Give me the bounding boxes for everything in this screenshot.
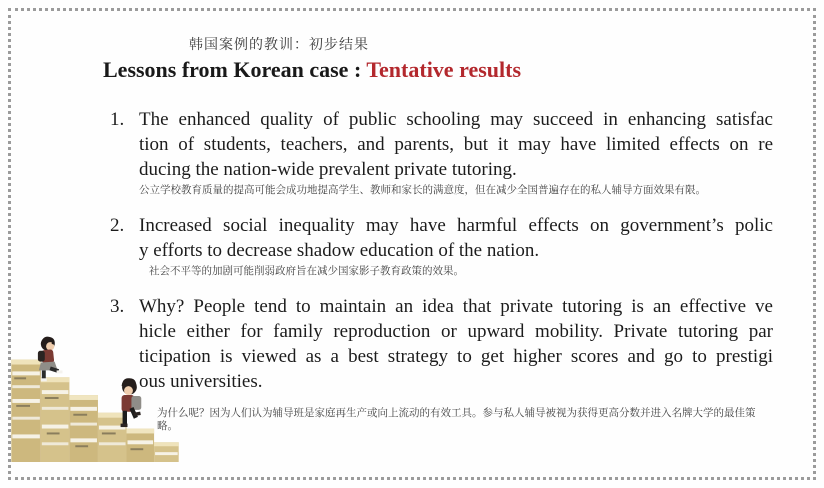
list-item-number: 2. bbox=[110, 215, 125, 236]
list-item-line: Increased social inequality may have harmful effects on government’s polic bbox=[139, 215, 773, 236]
list-item-body bbox=[139, 213, 773, 278]
list-item-line: The enhanced quality of public schooling may succeed in enhancing satisfac bbox=[139, 109, 773, 130]
slide-title bbox=[103, 57, 813, 83]
list-item-chinese-note: 为什么呢？因为人们认为辅导班是家庭再生产或向上流动的有效工具。参与私人辅导被视为获得更高分数并进入名牌大学的最佳策略。 bbox=[157, 408, 756, 432]
list-item-chinese-note: 社会不平等的加剧可能削弱政府旨在减少国家影子教育政策的效果。 bbox=[149, 266, 464, 277]
numbered-list bbox=[110, 107, 813, 433]
boy-figure bbox=[121, 378, 142, 427]
list-item bbox=[110, 213, 813, 278]
girl-figure bbox=[38, 337, 63, 382]
list-item-number: 3. bbox=[110, 296, 125, 317]
chinese-title: 韩国案例的教训：初步结果 bbox=[189, 38, 369, 53]
list-item-chinese-note: 公立学校教育质量的提高可能会成功地提高学生、教师和家长的满意度，但在减少全国普遍存在的私人辅导方面效果有限。 bbox=[139, 185, 706, 196]
list-item-line: hicle either for family reproduction or upward mobility. Private tutoring par bbox=[139, 321, 773, 342]
list-item-number: 1. bbox=[110, 109, 125, 130]
list-item-line: Why? People tend to maintain an idea that private tutoring is an effective ve bbox=[139, 296, 773, 317]
slide-title-accent: Tentative results bbox=[366, 57, 522, 82]
children-climbing-book-stairs-illustration bbox=[10, 334, 180, 462]
list-item-body bbox=[139, 107, 773, 197]
list-item-line: tion of students, teachers, and parents, but it may have limited effects on re bbox=[139, 134, 773, 155]
list-item-line: ducing the nation-wide prevalent private tutoring. bbox=[139, 159, 517, 180]
list-item-body bbox=[139, 294, 773, 433]
slide-title-main: Lessons from Korean case : bbox=[103, 57, 362, 82]
list-item bbox=[110, 107, 813, 197]
book-stairs bbox=[11, 360, 178, 462]
list-item bbox=[110, 294, 813, 433]
list-item-line: ticipation is viewed as a best strategy to get higher scores and go to prestigi bbox=[139, 346, 773, 367]
list-item-line: ous universities. bbox=[139, 371, 263, 392]
list-item-line: y efforts to decrease shadow education of the nation. bbox=[139, 240, 540, 261]
